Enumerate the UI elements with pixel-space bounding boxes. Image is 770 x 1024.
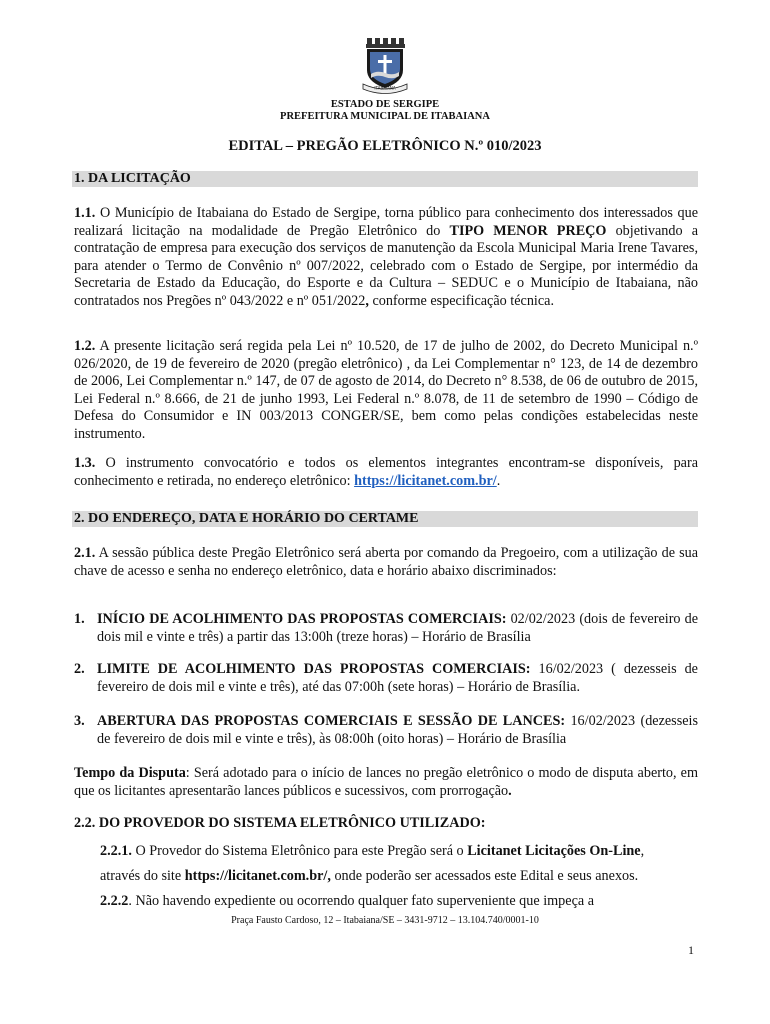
paragraph-1-1-number: 1.1.	[74, 205, 96, 221]
paragraph-2-2-1-line2	[100, 868, 698, 886]
schedule-item-3-text: 16/02/2023 (dezesseis de fevereiro de dois mil e vinte e três), às 08:00h (oito horas) – Horário de Brasília	[97, 713, 698, 747]
paragraph-2-2-1-number: 2.2.1.	[100, 843, 132, 859]
paragraph-2-2-1-comma: ,	[640, 843, 645, 859]
prefecture-name: PREFEITURA MUNICIPAL DE ITABAIANA	[280, 111, 490, 122]
paragraph-1-1-type: TIPO MENOR PREÇO	[449, 222, 607, 239]
schedule-item-2-label: LIMITE DE ACOLHIMENTO DAS PROPOSTAS COMERCIAIS:	[97, 661, 531, 677]
section-2-heading: 2. DO ENDEREÇO, DATA E HORÁRIO DO CERTAME	[72, 511, 698, 527]
paragraph-1-3-end: .	[496, 472, 501, 489]
paragraph-1-3	[74, 455, 698, 490]
crest-banner-text: ITABAIANA	[374, 85, 396, 91]
licitanet-link[interactable]: https://licitanet.com.br/	[354, 472, 497, 489]
schedule-item-2-number: 2.	[74, 661, 85, 677]
section-1-heading: 1. DA LICITAÇÃO	[72, 171, 698, 187]
paragraph-1-1	[74, 205, 698, 311]
paragraph-2-2-1-text-a: O Provedor do Sistema Eletrônico para este Pregão será o	[131, 843, 468, 859]
schedule-item-3	[74, 713, 698, 748]
dispute-end: .	[508, 782, 512, 799]
dispute-label: Tempo da Disputa	[74, 765, 186, 781]
schedule-item-1-number: 1.	[74, 611, 85, 627]
paragraph-1-3-text: O instrumento convocatório e todos os elementos integrantes encontram-se disponíveis, para conhecimento e retirada, no endereço eletrônico:	[74, 455, 698, 489]
dispute-text: : Será adotado para o início de lances no pregão eletrônico o modo de disputa aberto, em que os licitantes apresentarão lances públicos e sucessivos, com prorrogação	[74, 765, 698, 799]
schedule-item-3-label: ABERTURA DAS PROPOSTAS COMERCIAIS E SESSÃO DE LANCES:	[97, 713, 566, 729]
paragraph-2-2-1-provider: Licitanet Licitações On-Line	[467, 843, 641, 859]
schedule-item-1	[74, 611, 698, 646]
paragraph-1-1-text-e: conforme especificação técnica.	[368, 292, 555, 309]
schedule-item-2	[74, 661, 698, 696]
paragraph-2-2-heading: 2.2. DO PROVEDOR DO SISTEMA ELETRÔNICO UTILIZADO:	[74, 815, 486, 831]
paragraph-1-2	[74, 338, 698, 444]
footer-address: Praça Fausto Cardoso, 12 – Itabaiana/SE – 3431-9712 – 13.104.740/0001-10	[231, 915, 539, 926]
paragraph-2-2-1	[100, 843, 698, 861]
paragraph-2-2-1-text-f: onde poderão ser acessados este Edital e seus anexos.	[330, 868, 639, 884]
paragraph-1-3-number: 1.3.	[74, 455, 96, 471]
schedule-item-3-number: 3.	[74, 713, 85, 729]
schedule-item-2-text: 16/02/2023 ( dezesseis de fevereiro de dois mil e vinte e três), até das 07:00h (sete horas) – Horário de Brasília.	[97, 661, 698, 695]
paragraph-2-1-number: 2.1.	[74, 545, 96, 561]
paragraph-1-2-number: 1.2.	[74, 338, 96, 354]
paragraph-1-2-text: A presente licitação será regida pela Lei nº 10.520, de 17 de julho de 2002, do Decreto Municipal n.º 026/2020, de 19 de fevereiro de 2020 (pregão eletrônico) , da Lei Complementar n° 123, de 14 de dezembro de 2006, Lei Complementar n.º 147, de 07 de agosto de 2014, do Decreto n° 8.538, de 06 de outubro de 2015, Lei Federal n.º 8.666, de 21 de junho 1993, Lei Federal n.º 8.078, de 11 de setembro de 1990 – Código de Defesa do Consumidor e IN 003/2013 CONGER/SE, bem como pelas condições estabelecidas neste instrumento.	[74, 338, 698, 442]
paragraph-2-1	[74, 545, 698, 580]
municipal-crest-logo	[357, 36, 413, 94]
page-number: 1	[688, 943, 694, 957]
paragraph-1-1-text-a: O Município de Itabaiana do Estado de Sergipe, torna público para conhecimento dos interessados que realizará licitação na modalidade de Pregão Eletrônico do	[74, 205, 698, 239]
paragraph-2-2-2-number: 2.2.2	[100, 893, 129, 909]
state-name: ESTADO DE SERGIPE	[330, 99, 440, 110]
dispute-paragraph	[74, 765, 698, 800]
paragraph-2-2-1-site: https://licitanet.com.br/,	[184, 868, 331, 884]
document-title: EDITAL – PREGÃO ELETRÔNICO N.º 010/2023	[228, 138, 542, 154]
paragraph-2-2-2	[100, 893, 698, 911]
paragraph-1-1-text-c: objetivando a contratação de empresa para execução dos serviços de manutenção da Escola Municipal Maria Irene Tavares, para atender o Termo de Convênio nº 007/2022, celebrado com o Estado de Sergipe, por intermédio da Secretaria de Estado da Educação, do Esporte e da Cultura – SEDUC e o Município de Itabaiana, não contratados nos Pregões nº 043/2022 e nº 051/2022	[74, 222, 698, 309]
paragraph-2-2-2-text: . Não havendo expediente ou ocorrendo qualquer fato superveniente que impeça a	[128, 893, 595, 909]
schedule-item-1-text: 02/02/2023 (dois de fevereiro de dois mil e vinte e três) a partir das 13:00h (treze horas) – Horário de Brasília	[97, 611, 699, 645]
paragraph-2-2-1-text-d: através do site	[100, 868, 185, 884]
paragraph-2-1-text: A sessão pública deste Pregão Eletrônico será aberta por comando da Pregoeiro, com a utilização de sua chave de acesso e senha no endereço eletrônico, data e horário abaixo discriminados:	[74, 545, 698, 579]
paragraph-1-1-comma: ,	[365, 292, 369, 309]
schedule-item-1-label: INÍCIO DE ACOLHIMENTO DAS PROPOSTAS COMERCIAIS:	[97, 611, 507, 627]
